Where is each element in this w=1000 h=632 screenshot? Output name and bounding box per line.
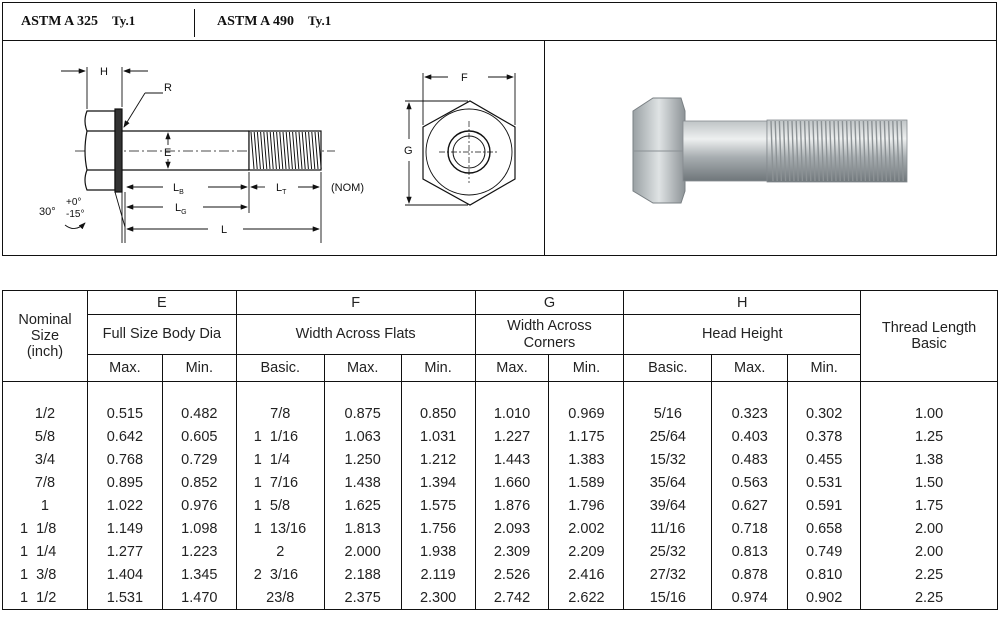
table-cell: 2.526 [475, 563, 549, 586]
table-cell: 1.149 [87, 517, 162, 540]
table-cell: 7/8 [3, 471, 88, 494]
column-header: Basic. [624, 355, 712, 382]
table-cell: 2 3/16 [236, 563, 324, 586]
subheader-e: Full Size Body Dia [87, 315, 236, 355]
table-cell: 0.482 [162, 402, 236, 425]
table-cell: 0.658 [788, 517, 861, 540]
table-cell: 2.119 [401, 563, 475, 586]
table-cell: 1 1/4 [3, 540, 88, 563]
table-cell: 1.756 [401, 517, 475, 540]
table-cell: 0.749 [788, 540, 861, 563]
table-row [3, 494, 998, 517]
label-tol-minus: -15° [66, 209, 85, 220]
table-cell: 1.531 [87, 586, 162, 610]
bolt-dimension-table [2, 290, 998, 610]
table-cell: 1.277 [87, 540, 162, 563]
table-row [3, 563, 998, 586]
subheader-h: Head Height [624, 315, 861, 355]
table-cell: 0.878 [712, 563, 788, 586]
table-cell: 1.50 [861, 471, 998, 494]
column-header: Max. [475, 355, 549, 382]
label-lt: $L_T$ [276, 182, 287, 196]
table-cell: 25/32 [624, 540, 712, 563]
table-cell: 27/32 [624, 563, 712, 586]
table-cell: 0.591 [788, 494, 861, 517]
table-cell: 1 1/16 [236, 425, 324, 448]
column-header: Max. [87, 355, 162, 382]
table-cell: 0.768 [87, 448, 162, 471]
table-cell: 1.438 [324, 471, 401, 494]
table-cell: 1.660 [475, 471, 549, 494]
drawing-panel [2, 2, 997, 256]
title-divider [194, 9, 195, 37]
column-header: Min. [401, 355, 475, 382]
table-cell: 0.563 [712, 471, 788, 494]
table-cell: 0.302 [788, 402, 861, 425]
table-cell: 2.300 [401, 586, 475, 610]
standards-title-bar [3, 3, 996, 41]
table-cell: 5/8 [3, 425, 88, 448]
table-cell: 0.974 [712, 586, 788, 610]
table-cell: 0.875 [324, 402, 401, 425]
header-nominal-size: Nominal Size (inch) [3, 291, 88, 382]
label-r: R [164, 82, 172, 94]
table-cell: 1 1/4 [236, 448, 324, 471]
table-cell: 0.378 [788, 425, 861, 448]
table-cell: 1.38 [861, 448, 998, 471]
table-cell: 2.416 [549, 563, 624, 586]
standard-a490: ASTM A 490 Ty.1 [217, 13, 332, 29]
table-cell: 0.976 [162, 494, 236, 517]
table-cell: 0.969 [549, 402, 624, 425]
label-angle: 30° [39, 206, 56, 218]
column-header: Min. [788, 355, 861, 382]
label-f: F [461, 72, 468, 84]
table-cell: 0.852 [162, 471, 236, 494]
table-cell: 15/32 [624, 448, 712, 471]
table-cell: 2.209 [549, 540, 624, 563]
table-row [3, 517, 998, 540]
column-header: Min. [549, 355, 624, 382]
bolt-image [545, 41, 995, 255]
table-cell: 0.605 [162, 425, 236, 448]
table-cell: 1.25 [861, 425, 998, 448]
table-cell: 1.876 [475, 494, 549, 517]
column-header: Basic. [236, 355, 324, 382]
table-cell: 1.345 [162, 563, 236, 586]
header-g: G [475, 291, 624, 315]
table-cell: 0.729 [162, 448, 236, 471]
label-h: H [100, 66, 108, 78]
table-cell: 0.850 [401, 402, 475, 425]
label-g: G [404, 145, 413, 157]
table-cell: 0.718 [712, 517, 788, 540]
table-cell: 1.575 [401, 494, 475, 517]
label-lg: $L_G$ [175, 202, 187, 216]
table-cell: 2.622 [549, 586, 624, 610]
table-cell: 11/16 [624, 517, 712, 540]
table-cell: 3/4 [3, 448, 88, 471]
table-cell: 0.813 [712, 540, 788, 563]
table-cell: 2.093 [475, 517, 549, 540]
table-row [3, 540, 998, 563]
table-cell: 1.250 [324, 448, 401, 471]
table-cell: 2.742 [475, 586, 549, 610]
table-cell: 0.895 [87, 471, 162, 494]
table-cell: 0.403 [712, 425, 788, 448]
table-row [3, 586, 998, 610]
table-cell: 1.75 [861, 494, 998, 517]
header-f: F [236, 291, 475, 315]
table-cell: 1.394 [401, 471, 475, 494]
table-cell: 0.902 [788, 586, 861, 610]
table-cell: 1.212 [401, 448, 475, 471]
column-header: Max. [712, 355, 788, 382]
table-cell: 1.010 [475, 402, 549, 425]
table-cell: 2.00 [861, 517, 998, 540]
table-cell: 1.00 [861, 402, 998, 425]
table-cell: 2.25 [861, 586, 998, 610]
table-cell: 1 7/16 [236, 471, 324, 494]
table-cell: 1.443 [475, 448, 549, 471]
table-cell: 1.031 [401, 425, 475, 448]
column-header: Min. [162, 355, 236, 382]
table-cell: 35/64 [624, 471, 712, 494]
table-cell: 2 [236, 540, 324, 563]
table-cell: 2.00 [861, 540, 998, 563]
table-cell: 2.188 [324, 563, 401, 586]
table-cell: 1.223 [162, 540, 236, 563]
table-cell: 1 3/8 [3, 563, 88, 586]
table-cell: 1.796 [549, 494, 624, 517]
table-cell: 5/16 [624, 402, 712, 425]
label-l: L [221, 224, 228, 236]
table-cell: 1.383 [549, 448, 624, 471]
label-lb: $L_B$ [173, 182, 184, 196]
label-nom: (NOM) [331, 182, 364, 194]
table-cell: 1.813 [324, 517, 401, 540]
table-cell: 0.627 [712, 494, 788, 517]
bolt-dimension-drawing [3, 41, 544, 255]
table-cell: 0.323 [712, 402, 788, 425]
table-cell: 1.589 [549, 471, 624, 494]
table-cell: 1 1/2 [3, 586, 88, 610]
table-cell: 1.227 [475, 425, 549, 448]
table-cell: 15/16 [624, 586, 712, 610]
table-cell: 1.175 [549, 425, 624, 448]
table-cell: 1 5/8 [236, 494, 324, 517]
table-cell: 2.375 [324, 586, 401, 610]
table-cell: 1.022 [87, 494, 162, 517]
header-thread-length: Thread Length Basic [861, 291, 998, 382]
subheader-g: Width Across Corners [475, 315, 624, 355]
table-cell: 1.063 [324, 425, 401, 448]
table-cell: 2.309 [475, 540, 549, 563]
table-cell: 0.483 [712, 448, 788, 471]
table-cell: 1.098 [162, 517, 236, 540]
table-cell: 1.625 [324, 494, 401, 517]
table-cell: 23/8 [236, 586, 324, 610]
table-cell: 1.938 [401, 540, 475, 563]
table-cell: 0.642 [87, 425, 162, 448]
technical-drawing [3, 41, 544, 255]
table-row [3, 448, 998, 471]
table-cell: 25/64 [624, 425, 712, 448]
table-cell: 2.002 [549, 517, 624, 540]
bolt-photo [544, 41, 996, 255]
table-row [3, 425, 998, 448]
table-cell: 0.515 [87, 402, 162, 425]
hex-end-view [423, 101, 515, 205]
table-row [3, 402, 998, 425]
table-cell: 0.810 [788, 563, 861, 586]
table-cell: 0.455 [788, 448, 861, 471]
table-cell: 1 13/16 [236, 517, 324, 540]
table-cell: 2.25 [861, 563, 998, 586]
table-cell: 1.404 [87, 563, 162, 586]
table-cell: 2.000 [324, 540, 401, 563]
table-cell: 1 1/8 [3, 517, 88, 540]
subheader-f: Width Across Flats [236, 315, 475, 355]
table-cell: 1.470 [162, 586, 236, 610]
label-tol-plus: +0° [66, 197, 82, 208]
table-cell: 0.531 [788, 471, 861, 494]
standard-a325: ASTM A 325 Ty.1 [21, 13, 136, 29]
header-e: E [87, 291, 236, 315]
header-h: H [624, 291, 861, 315]
table-cell: 1/2 [3, 402, 88, 425]
table-cell: 7/8 [236, 402, 324, 425]
label-e: E [164, 147, 172, 159]
table-cell: 1 [3, 494, 88, 517]
column-header: Max. [324, 355, 401, 382]
table-row [3, 471, 998, 494]
table-cell: 39/64 [624, 494, 712, 517]
